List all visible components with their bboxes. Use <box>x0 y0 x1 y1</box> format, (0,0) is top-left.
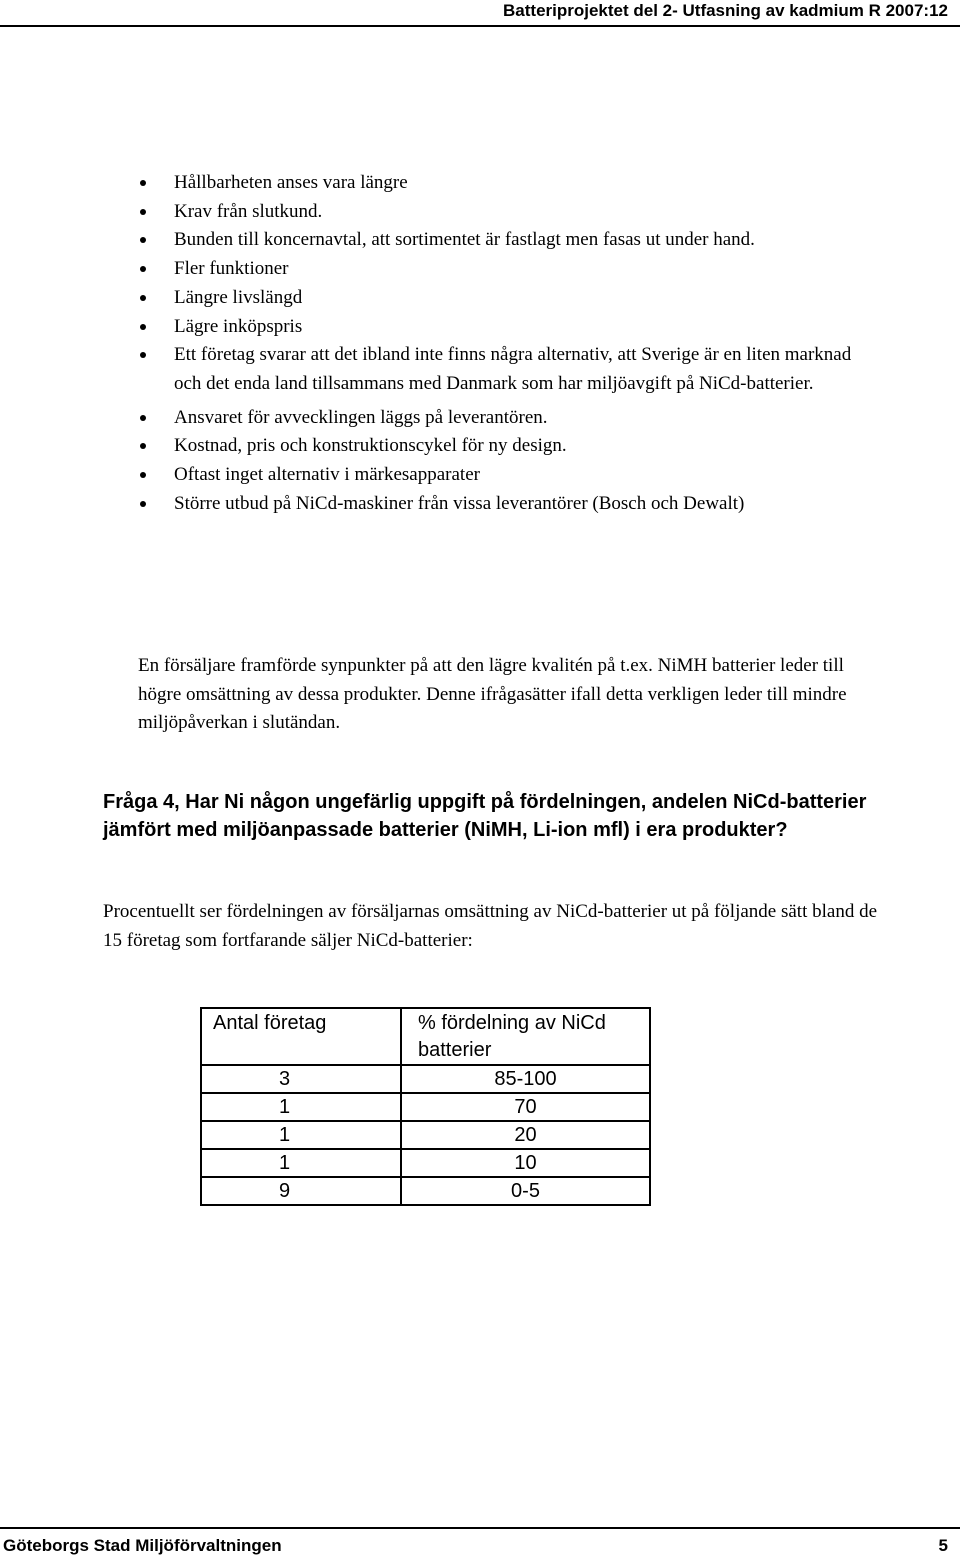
list-item: Krav från slutkund. <box>174 198 864 227</box>
document-title: Batteriprojektet del 2- Utfasning av kadmium R 2007:12 <box>503 1 948 20</box>
list-item: Ansvaret för avvecklingen läggs på leverantören. <box>174 404 864 433</box>
page-number: 5 <box>938 1536 948 1555</box>
organization-name: Göteborgs Stad Miljöförvaltningen <box>3 1536 282 1555</box>
list-item: Lägre inköpspris <box>174 313 864 342</box>
list-item: Bunden till koncernavtal, att sortimentet är fastlagt men fasas ut under hand. <box>174 226 864 255</box>
column-header-companies: Antal företag <box>201 1008 401 1065</box>
list-item: Oftast inget alternativ i märkesapparater <box>174 461 864 490</box>
cell-companies: 9 <box>201 1177 401 1205</box>
list-item: Hållbarheten anses vara längre <box>174 169 864 198</box>
cell-distribution: 20 <box>401 1121 650 1149</box>
cell-distribution: 10 <box>401 1149 650 1177</box>
cell-distribution: 85-100 <box>401 1065 650 1093</box>
list-item: Ett företag svarar att det ibland inte finns några alternativ, att Sverige är en liten marknad och det enda land tillsammans med Danmark som har miljöavgift på NiCd-batterier. <box>174 341 864 398</box>
page-header <box>0 0 960 27</box>
table-row <box>201 1121 650 1149</box>
distribution-table <box>200 1007 651 1206</box>
list-item: Större utbud på NiCd-maskiner från vissa leverantörer (Bosch och Dewalt) <box>174 490 864 519</box>
cell-distribution: 70 <box>401 1093 650 1121</box>
column-header-distribution: % fördelning av NiCd batterier <box>401 1008 650 1065</box>
table-row <box>201 1149 650 1177</box>
table-row <box>201 1065 650 1093</box>
list-item: Längre livslängd <box>174 284 864 313</box>
distribution-paragraph: Procentuellt ser fördelningen av försäljarnas omsättning av NiCd-batterier ut på följande sätt bland de 15 företag som fortfarande säljer NiCd-batterier: <box>103 901 878 951</box>
cell-companies: 1 <box>201 1149 401 1177</box>
cell-distribution: 0-5 <box>401 1177 650 1205</box>
table-header-row <box>201 1008 650 1065</box>
response-bullet-list <box>174 169 864 518</box>
cell-companies: 3 <box>201 1065 401 1093</box>
cell-companies: 1 <box>201 1093 401 1121</box>
list-item: Kostnad, pris och konstruktionscykel för ny design. <box>174 432 864 461</box>
page-footer <box>0 1527 960 1558</box>
question-heading: Fråga 4, Har Ni någon ungefärlig uppgift på fördelningen, andelen NiCd-batterier jämfört med miljöanpassade batterier (NiMH, Li-ion mfl) i era produkter? <box>103 791 867 841</box>
cell-companies: 1 <box>201 1121 401 1149</box>
seller-comment-paragraph: En försäljare framförde synpunkter på att den lägre kvalitén på t.ex. NiMH batterier leder till högre omsättning av dessa produkter. Denne ifrågasätter ifall detta verkligen leder till mindre miljöpåverkan i slutändan. <box>138 655 847 734</box>
list-item: Fler funktioner <box>174 255 864 284</box>
table-row <box>201 1093 650 1121</box>
table-row <box>201 1177 650 1205</box>
